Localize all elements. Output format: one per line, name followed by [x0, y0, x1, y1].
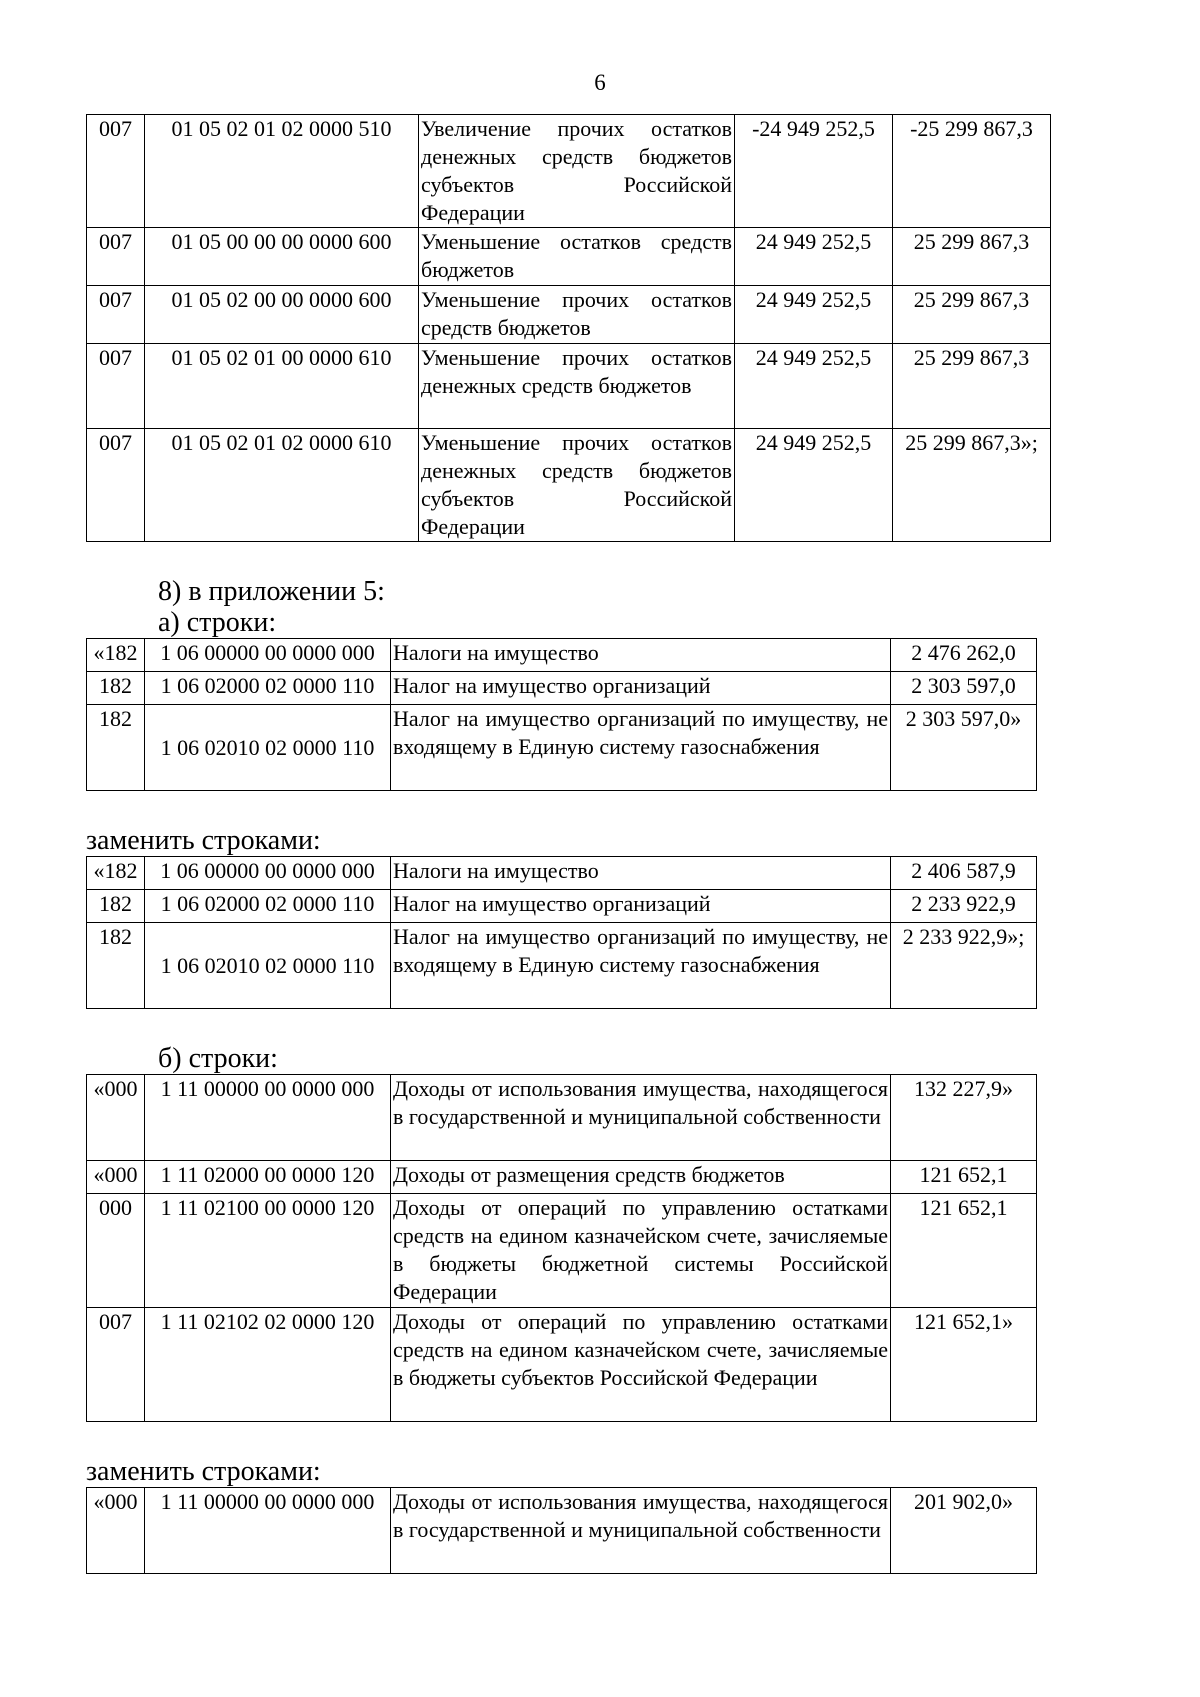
table-row: [87, 429, 1051, 542]
admin-code-cell: 007: [87, 286, 145, 344]
name-cell: Налог на имущество организаций: [391, 890, 891, 923]
admin-code-cell: «000: [87, 1075, 145, 1161]
budget-code-cell: 1 06 02010 02 0000 110: [145, 705, 391, 791]
name-cell: Налоги на имущество: [391, 639, 891, 672]
value-cell: 2 476 262,0: [891, 639, 1037, 672]
value-cell: 24 949 252,5: [735, 429, 893, 542]
table-row: [87, 857, 1037, 890]
subsection-b-heading: б) строки:: [158, 1043, 278, 1074]
admin-code-cell: 000: [87, 1194, 145, 1308]
financing-table: [86, 114, 1051, 542]
admin-code-cell: «000: [87, 1161, 145, 1194]
admin-code-cell: «182: [87, 857, 145, 890]
replace-rows-heading: заменить строками:: [86, 1456, 321, 1487]
table-row: [87, 228, 1051, 286]
budget-code-cell: 1 11 02100 00 0000 120: [145, 1194, 391, 1308]
value-cell: 121 652,1: [891, 1161, 1037, 1194]
value-cell: -24 949 252,5: [735, 115, 893, 228]
name-cell: Налог на имущество организаций: [391, 672, 891, 705]
admin-code-cell: 182: [87, 705, 145, 791]
admin-code-cell: 007: [87, 228, 145, 286]
table-row: [87, 115, 1051, 228]
name-cell: Уменьшение прочих остатков денежных средств бюджетов субъектов Российской Федерации: [419, 429, 735, 542]
budget-code-cell: 1 11 00000 00 0000 000: [145, 1488, 391, 1574]
section-heading: 8) в приложении 5:: [158, 576, 385, 607]
budget-code-cell: 1 06 02000 02 0000 110: [145, 672, 391, 705]
name-cell: Налог на имущество организаций по имуществу, не входящему в Единую систему газоснабжения: [391, 923, 891, 1009]
budget-code-cell: 1 11 02000 00 0000 120: [145, 1161, 391, 1194]
budget-code-cell: 1 06 00000 00 0000 000: [145, 857, 391, 890]
budget-code-cell: 1 06 02000 02 0000 110: [145, 890, 391, 923]
value-cell: 132 227,9»: [891, 1075, 1037, 1161]
admin-code-cell: 182: [87, 923, 145, 1009]
revenue-table-a-new: [86, 856, 1037, 1009]
page-number: 6: [594, 70, 606, 95]
table-row: [87, 639, 1037, 672]
subsection-a-heading: а) строки:: [158, 607, 277, 638]
value-cell: 201 902,0»: [891, 1488, 1037, 1574]
admin-code-cell: 007: [87, 115, 145, 228]
admin-code-cell: 182: [87, 672, 145, 705]
value-cell: 2 233 922,9: [891, 890, 1037, 923]
revenue-table-b-old: [86, 1074, 1037, 1422]
admin-code-cell: 007: [87, 429, 145, 542]
value-cell: 2 303 597,0: [891, 672, 1037, 705]
value-cell: 2 406 587,9: [891, 857, 1037, 890]
name-cell: Доходы от использования имущества, находящегося в государственной и муниципальной собственности: [391, 1075, 891, 1161]
budget-code-cell: 01 05 00 00 00 0000 600: [145, 228, 419, 286]
table-row: [87, 1488, 1037, 1574]
table-row: [87, 344, 1051, 429]
value-cell: 25 299 867,3: [893, 344, 1051, 429]
table-row: [87, 705, 1037, 791]
budget-code-cell: 1 06 02010 02 0000 110: [145, 923, 391, 1009]
name-cell: Доходы от использования имущества, находящегося в государственной и муниципальной собственности: [391, 1488, 891, 1574]
table-row: [87, 1308, 1037, 1422]
value-cell: 25 299 867,3»;: [893, 429, 1051, 542]
table-row: [87, 1075, 1037, 1161]
admin-code-cell: 007: [87, 1308, 145, 1422]
revenue-table-a-old: [86, 638, 1037, 791]
replace-rows-heading: заменить строками:: [86, 825, 321, 856]
budget-code-cell: 1 11 00000 00 0000 000: [145, 1075, 391, 1161]
name-cell: Уменьшение прочих остатков денежных средств бюджетов: [419, 344, 735, 429]
value-cell: 121 652,1: [891, 1194, 1037, 1308]
admin-code-cell: «182: [87, 639, 145, 672]
name-cell: Доходы от размещения средств бюджетов: [391, 1161, 891, 1194]
budget-code-cell: 01 05 02 01 00 0000 610: [145, 344, 419, 429]
admin-code-cell: «000: [87, 1488, 145, 1574]
value-cell: 2 233 922,9»;: [891, 923, 1037, 1009]
value-cell: -25 299 867,3: [893, 115, 1051, 228]
table-row: [87, 923, 1037, 1009]
name-cell: Увеличение прочих остатков денежных средств бюджетов субъектов Российской Федерации: [419, 115, 735, 228]
value-cell: 25 299 867,3: [893, 228, 1051, 286]
budget-code-cell: 1 11 02102 02 0000 120: [145, 1308, 391, 1422]
budget-code-cell: 1 06 00000 00 0000 000: [145, 639, 391, 672]
value-cell: 24 949 252,5: [735, 228, 893, 286]
name-cell: Налог на имущество организаций по имуществу, не входящему в Единую систему газоснабжения: [391, 705, 891, 791]
value-cell: 2 303 597,0»: [891, 705, 1037, 791]
value-cell: 24 949 252,5: [735, 286, 893, 344]
name-cell: Уменьшение прочих остатков средств бюджетов: [419, 286, 735, 344]
table-row: [87, 1161, 1037, 1194]
value-cell: 25 299 867,3: [893, 286, 1051, 344]
table-row: [87, 672, 1037, 705]
value-cell: 121 652,1»: [891, 1308, 1037, 1422]
table-row: [87, 890, 1037, 923]
name-cell: Уменьшение остатков средств бюджетов: [419, 228, 735, 286]
budget-code-cell: 01 05 02 01 02 0000 610: [145, 429, 419, 542]
budget-code-cell: 01 05 02 00 00 0000 600: [145, 286, 419, 344]
name-cell: Налоги на имущество: [391, 857, 891, 890]
name-cell: Доходы от операций по управлению остатками средств на едином казначейском счете, зачисляемые в бюджеты субъектов Российской Федерации: [391, 1308, 891, 1422]
budget-code-cell: 01 05 02 01 02 0000 510: [145, 115, 419, 228]
value-cell: 24 949 252,5: [735, 344, 893, 429]
table-row: [87, 1194, 1037, 1308]
name-cell: Доходы от операций по управлению остатками средств на едином казначейском счете, зачисляемые в бюджеты бюджетной системы Российской Федерации: [391, 1194, 891, 1308]
admin-code-cell: 182: [87, 890, 145, 923]
table-row: [87, 286, 1051, 344]
revenue-table-b-new: [86, 1487, 1037, 1574]
admin-code-cell: 007: [87, 344, 145, 429]
